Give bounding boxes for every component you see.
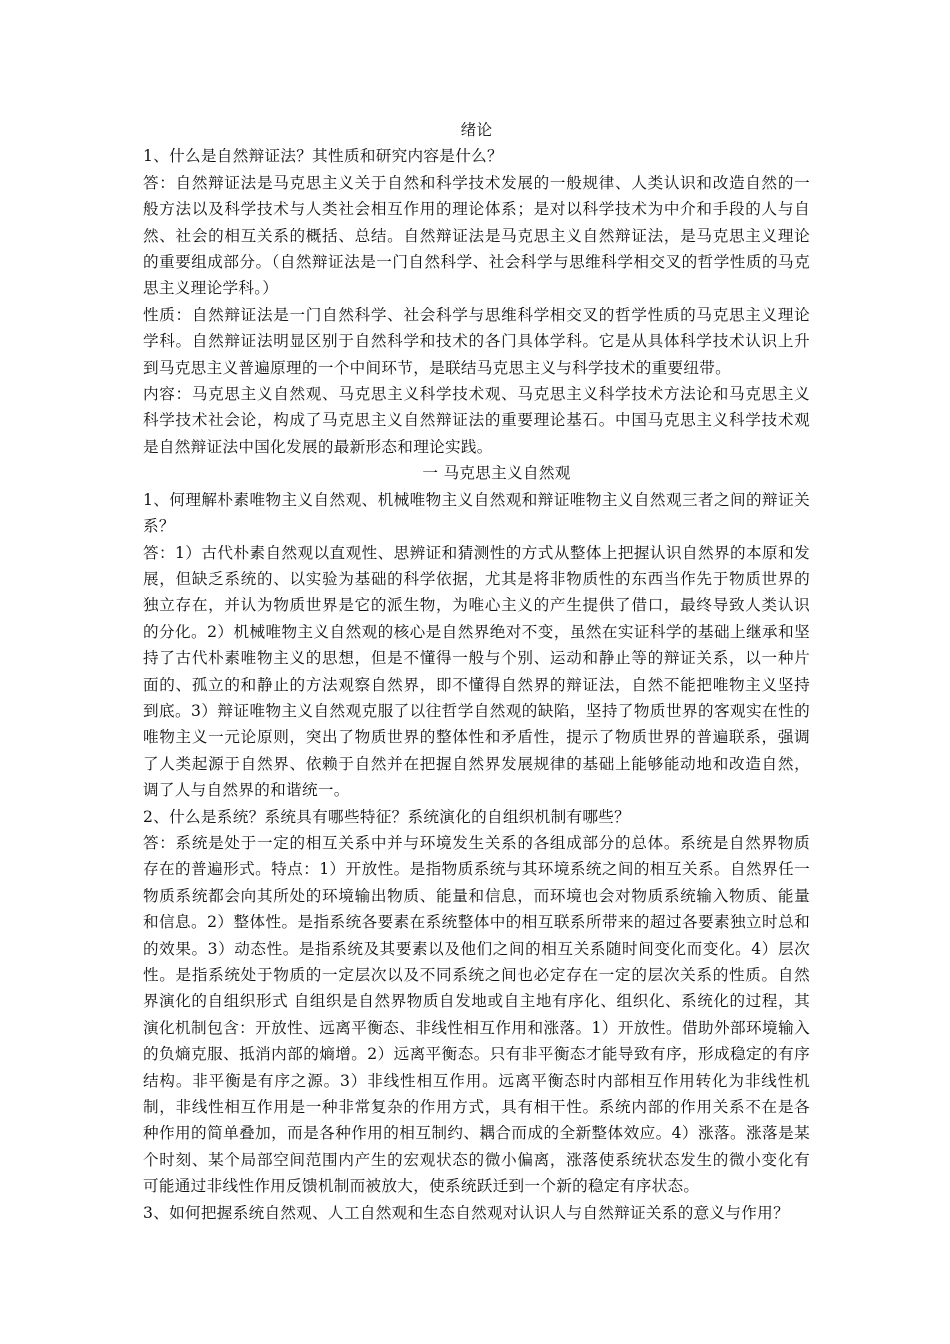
section-answer-2: 答：系统是处于一定的相互关系中并与环境发生关系的各组成部分的总体。系统是自然界物质存在的普遍形式。特点：1）开放性。是指物质系统与其环境系统之间的相互关系。自然界任一物质系统都会向其所处的环境输出物质、能量和信息，而环境也会对物质系统输入物质、能量和信息。2）整体性。是指系统各要素在系统整体中的相互联系所带来的超过各要素独立时总和的效果。3）动态性。是指系统及其要素以及他们之间的相互关系随时间变化而变化。4）层次性。是指系统处于物质的一定层次以及不同系统之间也必定存在一定的层次关系的性质。自然界演化的自组织形式 自组织是自然界物质自发地或自主地有序化、组织化、系统化的过程，其演化机制包含：开放性、远离平衡态、非线性相互作用和涨落。1）开放性。借助外部环境输入的负熵克服、抵消内部的熵增。2）远离平衡态。只有非平衡态才能导致有序，形成稳定的有序结构。非平衡是有序之源。3）非线性相互作用。远离平衡态时内部相互作用转化为非线性机制，非线性相互作用是一种非常复杂的作用方式，具有相干性。系统内部的作用关系不在是各种作用的简单叠加，而是各种作用的相互制约、耦合而成的全新整体效应。4）涨落。涨落是某个时刻、某个局部空间范围内产生的宏观状态的微小偏离，涨落使系统状态发生的微小变化有可能通过非线性作用反馈机制而被放大，使系统跃迁到一个新的稳定有序状态。 xyxy=(143,833,810,1196)
section-question-3: 3、如何把握系统自然观、人工自然观和生态自然观对认识人与自然辩证关系的意义与作用？ xyxy=(143,1203,789,1222)
section-answer-1: 答：1）古代朴素自然观以直观性、思辨证和猜测性的方式从整体上把握认识自然界的本原和发展，但缺乏系统的、以实验为基础的科学依据，尤其是将非物质性的东西当作先于物质世界的独立存在，并认为物质世界是它的派生物，为唯心主义的产生提供了借口，最终导致人类认识的分化。2）机械唯物主义自然观的核心是自然界绝对不变，虽然在实证科学的基础上继承和坚持了古代朴素唯物主义的思想，但是不懂得一般与个别、运动和静止等的辩证关系，以一种片面的、孤立的和静止的方法观察自然界，即不懂得自然界的辩证法，自然不能把唯物主义坚持到底。3）辩证唯物主义自然观克服了以往哲学自然观的缺陷，坚持了物质世界的客观实在性的唯物主义一元论原则，突出了物质世界的整体性和矛盾性，提示了物质世界的普遍联系，强调了人类起源于自然界、依赖于自然并在把握自然界发展规律的基础上能够能动地和改造自然，调了人与自然界的和谐统一。 xyxy=(143,543,810,800)
intro-content: 内容：马克思主义自然观、马克思主义科学技术观、马克思主义科学技术方法论和马克思主义科学技术社会论，构成了马克思主义自然辩证法的重要理论基石。中国马克思主义科学技术观是自然辩证法中国化发展的最新形态和理论实践。 xyxy=(143,385,810,456)
intro-nature: 性质：自然辩证法是一门自然科学、社会科学与思维科学相交叉的哲学性质的马克思主义理论学科。自然辩证法明显区别于自然科学和技术的各门具体学科。它是从具体科学技术认识上升到马克思主义普遍原理的一个中间环节，是联结马克思主义与科学技术的重要纽带。 xyxy=(143,305,810,377)
section-title: 一 马克思主义自然观 xyxy=(422,464,571,483)
document-page xyxy=(143,117,810,1226)
intro-question: 1、什么是自然辩证法？其性质和研究内容是什么？ xyxy=(143,147,503,166)
section-question-2: 2、什么是系统？系统具有哪些特征？系统演化的自组织机制有哪些？ xyxy=(143,807,631,826)
intro-answer: 答：自然辩证法是马克思主义关于自然和科学技术发展的一般规律、人类认识和改造自然的一般方法以及科学技术与人类社会相互作用的理论体系；是对以科学技术为中介和手段的人与自然、社会的相互关系的概括、总结。自然辩证法是马克思主义自然辩证法，是马克思主义理论的重要组成部分。（自然辩证法是一门自然科学、社会科学与思维科学相交叉的哲学性质的马克思主义理论学科。） xyxy=(143,173,810,298)
doc-title: 绪论 xyxy=(460,121,493,139)
section-question-1: 1、何理解朴素唯物主义自然观、机械唯物主义自然观和辩证唯物主义自然观三者之间的辩证关系？ xyxy=(143,490,810,536)
